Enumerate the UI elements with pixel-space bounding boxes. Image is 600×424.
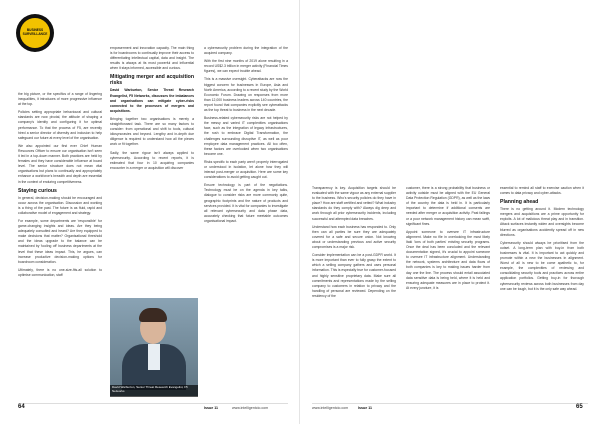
paragraph: essential to remind all staff to exercise caution when it comes to data privacy and cyber-attacks. — [500, 186, 584, 196]
paragraph: a cybersecurity problem during the integration of the acquired company. — [204, 46, 288, 56]
paragraph: Risks specific to each party aren't properly interrogated or understood in isolation, let alone how they will interact post-merger or acquisition. Here are some key considerations to avoid getting caught out. — [204, 159, 288, 180]
footer-site[interactable]: www.intelligentcio.com — [232, 406, 269, 410]
section-heading-mitigating: Mitigating merger and acquisition risks — [110, 74, 194, 87]
footer-rule — [312, 403, 588, 404]
footer-site[interactable]: www.intelligentcio.com — [312, 406, 349, 410]
right-column-2 — [406, 186, 490, 294]
paragraph: customer, there is a strong probability that business or activity outside must be aligned with the EU General Data Protection Regulation (GDPR), as well as the laws of the country the data is held in. It is particularly important to determine if additional consents are needed after merger or acquisition activity. Past failings or a poor network management history can mean swift, significant fines. — [406, 186, 490, 226]
page-number: 64 — [18, 404, 25, 410]
left-column-1 — [18, 92, 102, 281]
paragraph: Transparency is key. Acquisition targets should be evaluated with the same vigour as any external supplier to the business. Who's security policies do they have in place? How are staff certified and vetted? What industry standards do they comply with? Always dig deep and work through all prior cybersecurity incidents, including successful and attempted data breaches. — [312, 186, 396, 221]
right-column-3 — [500, 186, 584, 295]
right-page — [300, 0, 600, 424]
right-column-1 — [312, 186, 396, 302]
logo-line2: SURVEILLANCE — [22, 32, 48, 36]
paragraph: Policies setting appropriate behavioural and cultural standards are now pivotal, the attitude of shaping a company's identity and configuring it for optimal performance. To that the process of F5, are recently hired a senior director of diversity and inclusion to help safeguard our future at every level of the organisation. — [18, 110, 102, 140]
section-heading-planning-ahead: Planning ahead — [500, 199, 539, 206]
lead-paragraph: David Warburton, Senior Threat Research Evangelist, F5 Networks, discusses the imbalances and organisations can mitigate cyber-risks connected to the processes of mergers and acquisitions. — [110, 88, 194, 113]
paragraph: There is no getting around it. Modern technology mergers and acquisitions are a prime opportunity for exploits. A lot of malicious threat play and in transition. Attack surfaces instantly widen and oversights become blurred as organisations accidently spread off in new directions. — [500, 207, 584, 237]
paragraph: Consider implementation can be a post-GDPR world. It is more important than ever to fully grasp the extent to which a selling company gathers and uses personal information. This is especially true for customer-focused and highly sensitive proprietary data. Make sure all commitments and representations made by the selling company to customers in relation to privacy and the handling of personal are reviewed. Depending on the residency of the — [312, 253, 396, 298]
footer-issue: Issue 11 — [358, 406, 372, 410]
paragraph: empowerment and innovation capacity. The main thing is for boardrooms to continually improve their access to differentiating intellectual capital, data and insight. The results is always at its most powerful and influential when it stays informed, accessible and curious. — [110, 46, 194, 71]
paragraph: With the first nine months of 2019 alone resulting in a record US$2.3 trillion in merger activity (Financial Times figures), we can expect trouble ahead. — [204, 59, 288, 74]
paragraph: Ultimately, there is no one-size-fits-all solution to optimise communication, staff — [18, 267, 102, 277]
paragraph: Ensure technology is part of the negotiations. Technology must be on the agenda in key talks, dialogue to consider risks are more commonly quite, geographic footprints and the nature of products and services provided. It is vital for companies to investigate all relevant cybersecurity and data phase data, accurately checking that future meetable outcomes organisational impact. — [204, 183, 288, 223]
section-heading-staying-curious: Staying curious — [18, 187, 57, 194]
paragraph: For example, some departments are 'responsible' for game-changing insights and ideas. Are they being adequately consulted and heard? Are they equipped to make decisions that matter? Organisational threshold and the ideas upgrade to the balance can be maintained by 'tooling off' business departments at the level that these ideas impact. This, he argues, can increase productive decision-making options for boardroom consideration. — [18, 218, 102, 264]
footer-rule — [18, 403, 288, 404]
left-column-2 — [110, 46, 194, 174]
paragraph: Understand how each business has responded to. Only then can all parties be sure they are adequately covered for a safe and secure union. Not knowing about or understanding previous and active security compromises is a major risk. — [312, 224, 396, 250]
paragraph: In general, decision-making should be encouraged and occur across the organisation. Discussion and working is a thing of the past. The future is as fluid, rapid and collaborative model of engagement and strategy. — [18, 195, 102, 215]
paragraph: Appoint someone to oversee IT infrastructure alignment. Make no file in overlooking the most likely Itaki 'ions of both parties' existing security programs. Once the deal has been concluded and the relevant documentation signed, it's crucial to appoint someone to oversee IT infrastructure alignment. Understanding the network, systems architecture and data flows of both companies is key to making issues harder from day one the line. The process should entail associated data sensitive data is being held, where it is held and ensuring adequate measures are in place to protect it. At every juncture, it is — [406, 229, 490, 290]
paragraph: We also appointed our first ever Chief Human Resources Officer to ensure our organisation isn't seen it led in a top-down manner. Both practices are held by females and they have considerable influence at board level. The senior structure does not mean vital organisations but plans to continually and appropriately enhance a workforce's breadth and depth are essential in the context of enduring competitiveness. — [18, 143, 102, 184]
paragraph: Business-related cybersecurity risks are not helped by the messy and varied IT complexities organisations face, such as the integration of legacy infrastructures, the rush to embrace Digital Transformation, the challenges surrounding disruptive IT, as well as poor employee data management practices. All too often, these factors are overlooked when two organisations become one. — [204, 116, 288, 156]
page-number: 65 — [576, 404, 583, 410]
business-surveillance-logo — [16, 14, 54, 52]
paragraph: the big picture, or the specifics of a range of lingering inequalities, it introduces of more progressive influence at the top. — [18, 92, 102, 107]
paragraph: Bringing together two organisations is merely a straightforward task. There are so many factors to consider: from operational and shift to tools, cultural idiosyncrasies and beyond. Lengthy and in-depth due diligence is required to understand how all the pieces work or fit together. — [110, 116, 194, 147]
author-portrait — [110, 298, 198, 396]
paragraph: This is a massive oversight. Cyberattacks are now the biggest concern for businesses in Europe, Asia and North America, according to a recent study by the World Economic Forum. Drawing on responses from more than 12,000 business leaders across 140 countries, the report found that companies explicitly see cyberattacks as the top threat to business in the next decade. — [204, 77, 288, 113]
left-column-3 — [204, 46, 288, 227]
footer-issue: Issue 11 — [204, 406, 218, 410]
paragraph: Sadly, the same rigour isn't always applied to cybersecurity. According to recent reports, it is estimated that four in 10 acquiring companies encounter in a merger or acquisition will discover — [110, 150, 194, 170]
portrait-caption: David Warburton, Senior Threat Research Evangelist, F5 Networks — [110, 385, 198, 397]
logo-line1: BUSINESS — [26, 28, 44, 33]
paragraph: Cybersecurity should always be prioritised from the outset. A long-term plan with buy-in from both businesses is vital. It is important to act quickly and promote within a new the businesses in alignment. Worst of all is new to be come apathetic to, for example, the complexities of reviewing and consolidating security tools and practices across entire application portfolios. Getting buy-in for thorough cybersecurity reviews across both businesses from day one can be tough, but it is the only safe way ahead. — [500, 240, 584, 291]
